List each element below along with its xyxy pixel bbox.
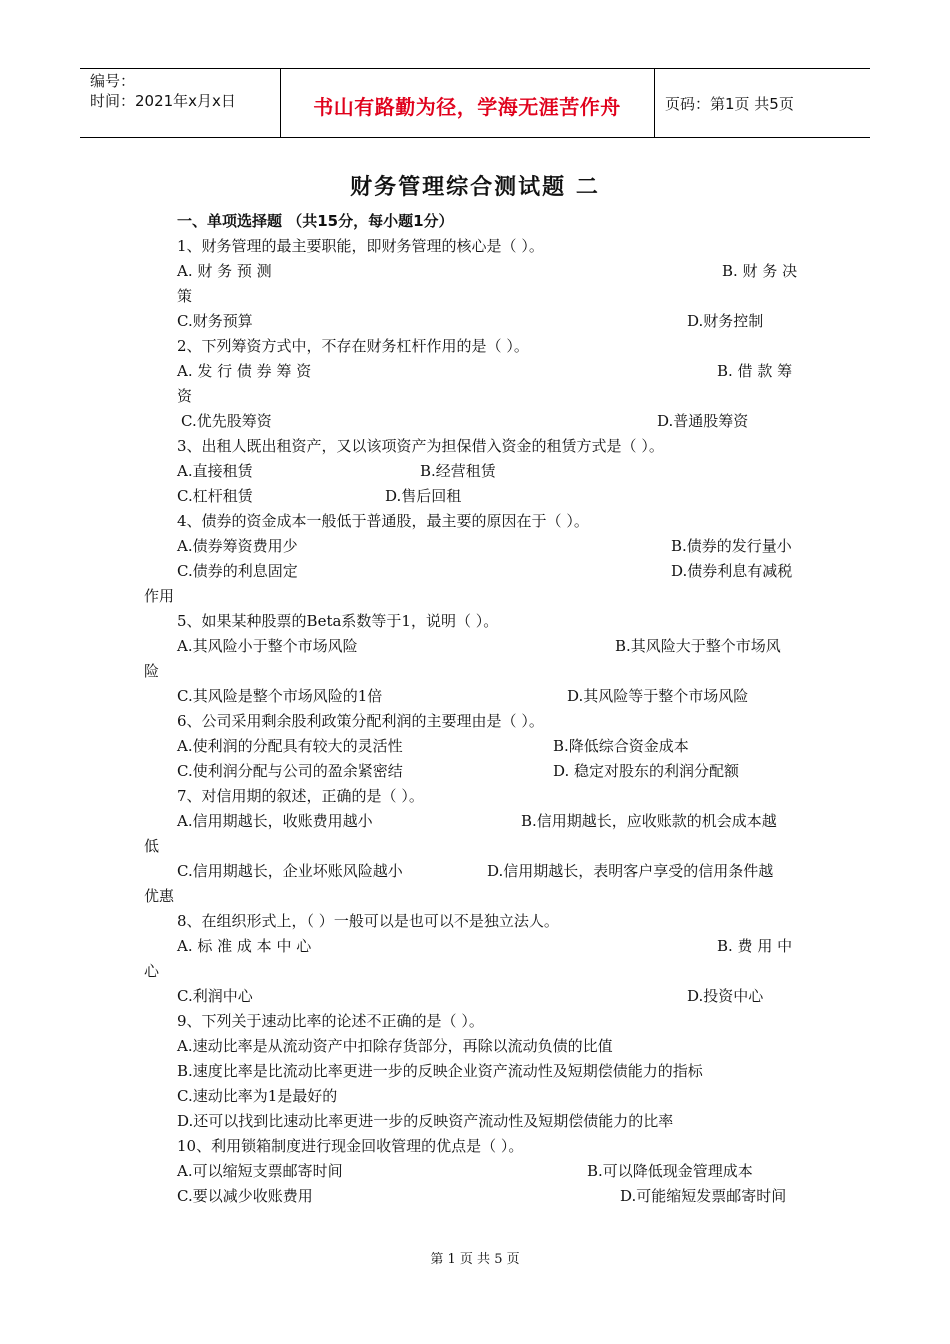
- q8-option-c: C.利润中心: [177, 987, 253, 1005]
- q7-option-c: C.信用期越长，企业坏账风险越小: [177, 862, 403, 880]
- q2-option-c: C.优先股筹资: [181, 412, 272, 430]
- q4-option-a: A.债券筹资费用少: [177, 537, 298, 555]
- q6-option-c: C.使利润分配与公司的盈余紧密结: [177, 762, 403, 780]
- q1-option-a: A. 财 务 预 测: [177, 262, 272, 280]
- q10-option-b: B.可以降低现金管理成本: [587, 1162, 753, 1180]
- header-motto-cell: [280, 69, 655, 137]
- q5-option-d: D.其风险等于整个市场风险: [567, 687, 749, 705]
- q5-option-a: A.其风险小于整个市场风险: [177, 637, 358, 655]
- q2-option-d: D.普通股筹资: [657, 412, 749, 430]
- q8-option-b-wrap: 心: [144, 962, 160, 980]
- q6-option-a: A.使利润的分配具有较大的灵活性: [177, 737, 403, 755]
- q8-option-b: B. 费 用 中: [717, 937, 793, 955]
- q7-option-a: A.信用期越长，收账费用越小: [177, 812, 373, 830]
- q5-option-b-wrap: 险: [144, 662, 160, 680]
- question-8: 8、在组织形式上，（ ）一般可以是也可以不是独立法人。: [177, 912, 559, 930]
- q6-option-d: D. 稳定对股东的利润分配额: [553, 762, 740, 780]
- header-left-cell: [80, 69, 281, 137]
- section-heading: 一、单项选择题 （共15分，每小题1分）: [177, 212, 454, 230]
- q4-option-c: C.债券的利息固定: [177, 562, 298, 580]
- header-page-cell: [655, 69, 870, 137]
- question-5: 5、如果某种股票的Beta系数等于1，说明（ ）。: [177, 612, 499, 630]
- q9-option-c: C.速动比率为1是最好的: [177, 1087, 338, 1105]
- q3-option-b: B.经营租赁: [420, 462, 496, 480]
- page-footer: 第 1 页 共 5 页: [430, 1252, 520, 1267]
- q4-option-d-wrap: 作用: [144, 587, 175, 605]
- q9-option-b: B.速度比率是比流动比率更进一步的反映企业资产流动性及短期偿债能力的指标: [177, 1062, 703, 1080]
- page-info: 页码：第1页 共5页: [665, 95, 794, 113]
- q5-option-b: B.其风险大于整个市场风: [615, 637, 781, 655]
- question-1: 1、财务管理的最主要职能，即财务管理的核心是（ ）。: [177, 237, 544, 255]
- question-9: 9、下列关于速动比率的论述不正确的是（ ）。: [177, 1012, 484, 1030]
- question-3: 3、出租人既出租资产，又以该项资产为担保借入资金的租赁方式是（ ）。: [177, 437, 664, 455]
- q4-option-d: D.债券利息有减税: [671, 562, 793, 580]
- q8-option-a: A. 标 准 成 本 中 心: [177, 937, 312, 955]
- q1-option-c: C.财务预算: [177, 312, 253, 330]
- question-10: 10、利用锁箱制度进行现金回收管理的优点是（ ）。: [177, 1137, 524, 1155]
- document-header: [80, 68, 870, 138]
- question-2: 2、下列筹资方式中，不存在财务杠杆作用的是（ ）。: [177, 337, 529, 355]
- q1-option-b: B. 财 务 决: [722, 262, 798, 280]
- q1-option-d: D.财务控制: [687, 312, 764, 330]
- q10-option-d: D.可能缩短发票邮寄时间: [620, 1187, 787, 1205]
- question-6: 6、公司采用剩余股利政策分配利润的主要理由是（ ）。: [177, 712, 544, 730]
- q7-option-d: D.信用期越长，表明客户享受的信用条件越: [487, 862, 774, 880]
- q6-option-b: B.降低综合资金成本: [553, 737, 689, 755]
- q9-option-d: D.还可以找到比速动比率更进一步的反映资产流动性及短期偿债能力的比率: [177, 1112, 674, 1130]
- q2-option-b: B. 借 款 筹: [717, 362, 793, 380]
- q3-option-c: C.杠杆租赁: [177, 487, 253, 505]
- code-label: 编号：: [90, 72, 136, 90]
- q2-option-b-wrap: 资: [177, 387, 193, 405]
- q5-option-c: C.其风险是整个市场风险的1倍: [177, 687, 383, 705]
- q7-option-b: B.信用期越长，应收账款的机会成本越: [521, 812, 777, 830]
- q7-option-d-wrap: 优惠: [144, 887, 175, 905]
- q2-option-a: A. 发 行 债 券 筹 资: [177, 362, 312, 380]
- motto-text: 书山有路勤为径，学海无涯苦作舟: [313, 95, 621, 119]
- time-label: 时间：2021年x月x日: [90, 92, 236, 110]
- page-title: 财务管理综合测试题 二: [350, 175, 600, 200]
- question-4: 4、债券的资金成本一般低于普通股，最主要的原因在于（ ）。: [177, 512, 589, 530]
- q3-option-a: A.直接租赁: [177, 462, 253, 480]
- q7-option-b-wrap: 低: [144, 837, 160, 855]
- q1-option-b-wrap: 策: [177, 287, 193, 305]
- q9-option-a: A.速动比率是从流动资产中扣除存货部分，再除以流动负债的比值: [177, 1037, 613, 1055]
- q10-option-a: A.可以缩短支票邮寄时间: [177, 1162, 343, 1180]
- q3-option-d: D.售后回租: [385, 487, 462, 505]
- q4-option-b: B.债券的发行量小: [671, 537, 792, 555]
- q10-option-c: C.要以减少收账费用: [177, 1187, 313, 1205]
- question-7: 7、对信用期的叙述，正确的是（ ）。: [177, 787, 424, 805]
- q8-option-d: D.投资中心: [687, 987, 764, 1005]
